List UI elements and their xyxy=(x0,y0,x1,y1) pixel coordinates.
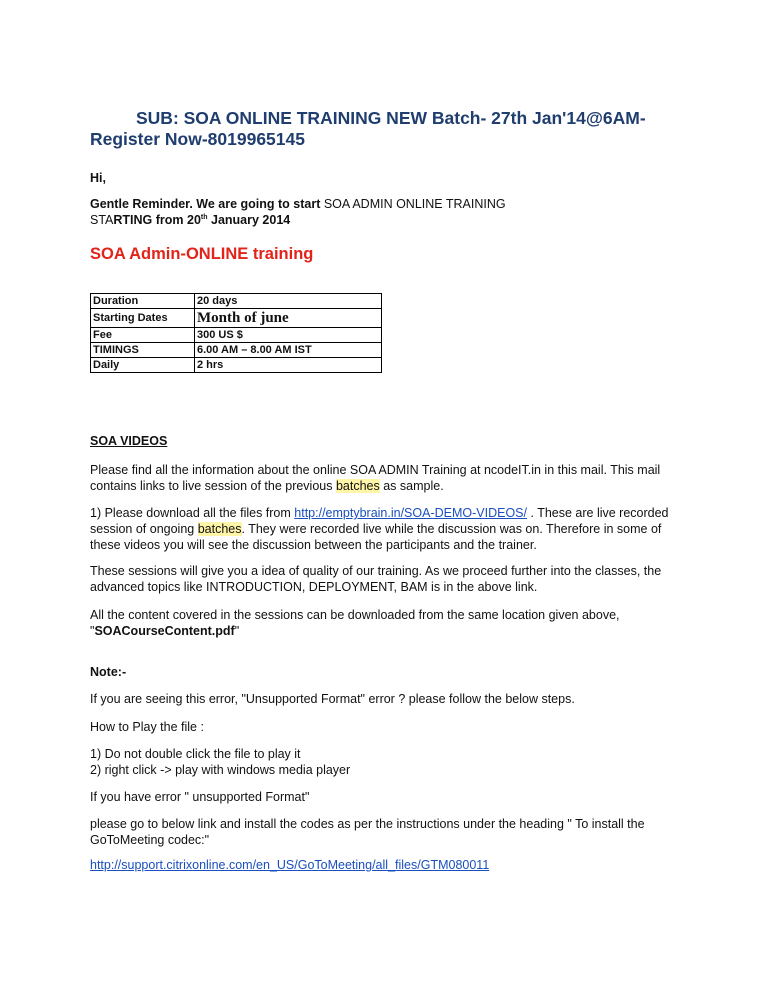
note-p4-l2: GoToMeeting codec:" xyxy=(90,833,210,847)
table-value: 6.00 AM – 8.00 AM IST xyxy=(195,343,382,358)
table-label: Fee xyxy=(91,328,195,343)
videos-p2-b: . These are live recorded xyxy=(527,506,669,520)
videos-p1-line2a: contains links to live session of the previous xyxy=(90,479,336,493)
videos-paragraph-3 xyxy=(90,563,690,595)
note-steps xyxy=(90,746,690,778)
table-label: Duration xyxy=(91,294,195,309)
note-p4-l1: please go to below link and install the codes as per the instructions under the heading " To install the xyxy=(90,817,645,831)
videos-paragraph-2 xyxy=(90,505,690,553)
training-heading: SOA Admin-ONLINE training xyxy=(90,245,314,263)
table-value: 2 hrs xyxy=(195,358,382,373)
table-value: 300 US $ xyxy=(195,328,382,343)
note-heading: Note:- xyxy=(90,665,127,679)
videos-paragraph-4 xyxy=(90,607,690,639)
videos-p3-l1: These sessions will give you a idea of quality of our training. As we proceed further into the classes, the xyxy=(90,564,662,578)
table-label: Starting Dates xyxy=(91,309,195,328)
videos-p2-a: 1) Please download all the files from xyxy=(90,506,295,520)
table-label: TIMINGS xyxy=(91,343,195,358)
note-paragraph-1: If you are seeing this error, "Unsupported Format" error ? please follow the below steps. xyxy=(90,692,575,706)
quote-close: " xyxy=(234,624,240,638)
table-row xyxy=(91,358,382,373)
videos-paragraph-1 xyxy=(90,462,690,494)
videos-p2-l3: these videos you will see the discussion between the participants and the trainer. xyxy=(90,538,537,552)
gotomeeting-codec-link[interactable]: http://support.citrixonline.com/en_US/GoToMeeting/all_files/GTM080011 xyxy=(90,858,490,872)
highlight-batches-2: batches xyxy=(197,522,242,536)
quote-open: " xyxy=(90,624,95,638)
table-row xyxy=(91,328,382,343)
reminder-rting: RTING from xyxy=(113,213,184,227)
videos-heading: SOA VIDEOS xyxy=(90,434,168,448)
greeting: Hi, xyxy=(90,171,106,185)
reminder-date-num: 20 xyxy=(183,213,201,227)
subject-heading xyxy=(90,108,690,150)
note-paragraph-4 xyxy=(90,816,690,848)
reminder-date-rest: January 2014 xyxy=(207,213,291,227)
videos-p2-l2a: session of ongoing xyxy=(90,522,198,536)
table-value: Month of june xyxy=(195,309,382,328)
table-label: Daily xyxy=(91,358,195,373)
reminder-normal: SOA ADMIN ONLINE TRAINING xyxy=(320,197,506,211)
table-row xyxy=(91,294,382,309)
reminder-paragraph xyxy=(90,196,690,228)
videos-p1-line2c: as sample. xyxy=(379,479,444,493)
reminder-bold: Gentle Reminder. We are going to start xyxy=(90,197,321,211)
subject-line-2: Register Now-8019965145 xyxy=(90,129,305,149)
videos-p1-line1: Please find all the information about the online SOA ADMIN Training at ncodeIT.in in this mail. This mail xyxy=(90,463,661,477)
reminder-date-sup: th xyxy=(200,213,208,221)
note-step-2: 2) right click -> play with windows media player xyxy=(90,763,351,777)
demo-videos-link[interactable]: http://emptybrain.in/SOA-DEMO-VIDEOS/ xyxy=(294,506,527,520)
citrix-link-line xyxy=(90,857,690,873)
highlight-batches: batches xyxy=(335,479,380,493)
table-row xyxy=(91,309,382,328)
reminder-sta: STA xyxy=(90,213,114,227)
videos-p3-l2: advanced topics like INTRODUCTION, DEPLOYMENT, BAM is in the above link. xyxy=(90,580,538,594)
table-row xyxy=(91,343,382,358)
note-paragraph-2: How to Play the file : xyxy=(90,720,204,734)
videos-p2-l2b: . They were recorded live while the discussion was on. Therefore in some of xyxy=(241,522,662,536)
subject-line-1: SUB: SOA ONLINE TRAINING NEW Batch- 27th Jan'14@6AM- xyxy=(136,108,646,128)
videos-p4-l1: All the content covered in the sessions can be downloaded from the same location given above, xyxy=(90,608,620,622)
table-value: 20 days xyxy=(195,294,382,309)
note-paragraph-3: If you have error " unsupported Format" xyxy=(90,790,310,804)
course-content-filename: SOACourseContent.pdf xyxy=(94,624,235,638)
training-info-table xyxy=(90,293,382,373)
note-step-1: 1) Do not double click the file to play it xyxy=(90,747,301,761)
